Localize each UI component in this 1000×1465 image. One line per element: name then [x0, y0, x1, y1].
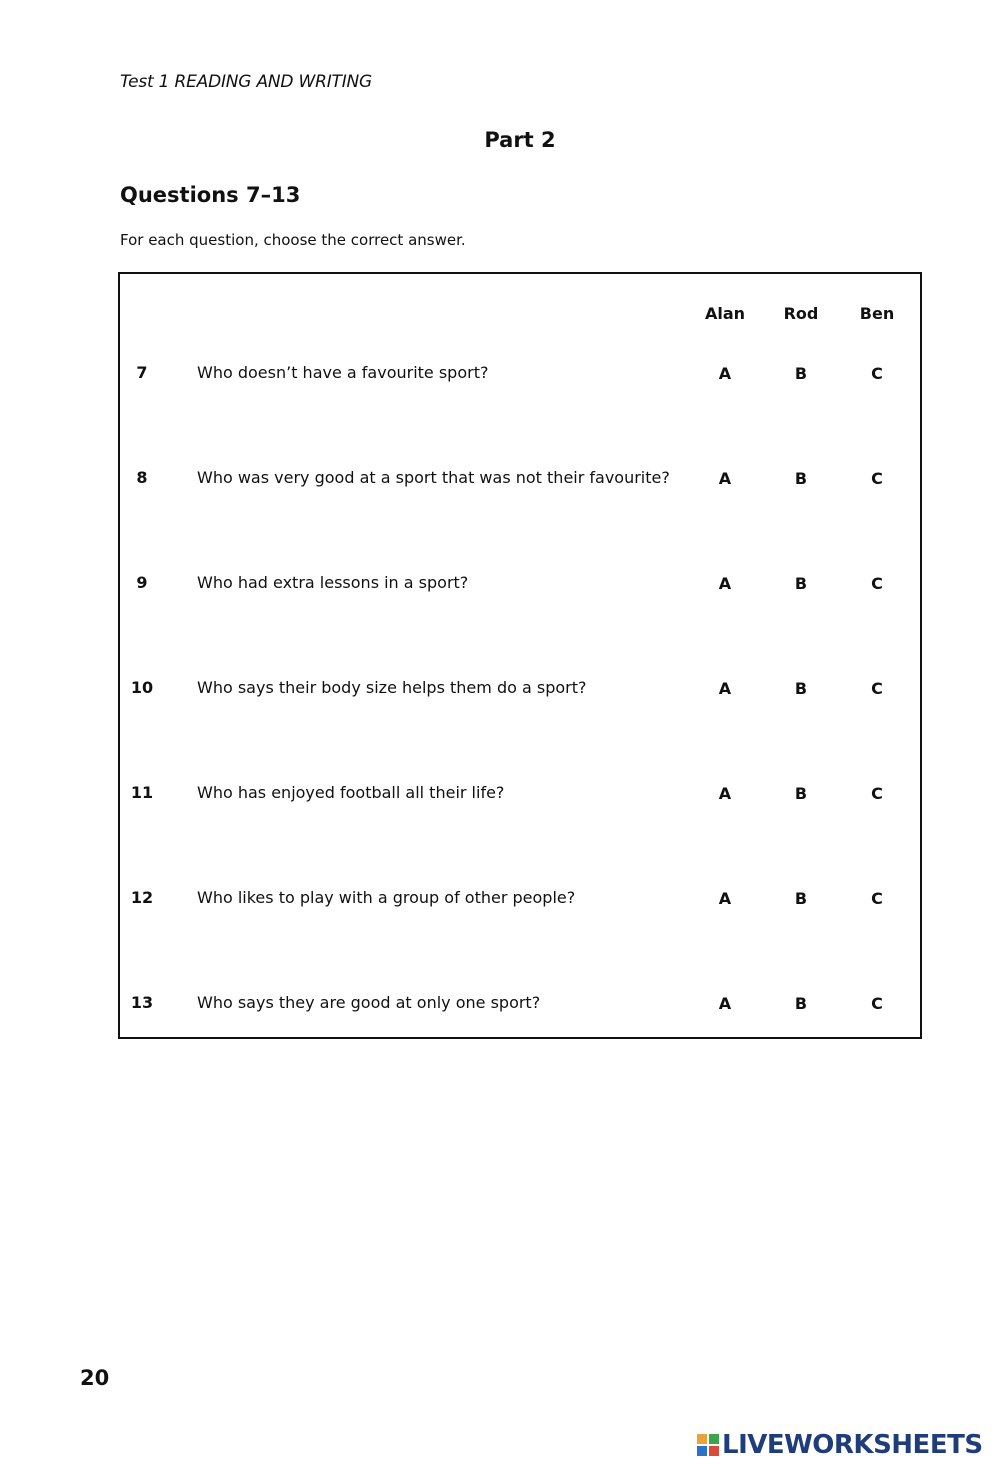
questions-title: Questions 7–13 — [120, 183, 301, 207]
option-c[interactable]: C — [871, 574, 883, 593]
option-b[interactable]: B — [794, 469, 808, 488]
logo-block — [697, 1434, 707, 1444]
question-number: 13 — [130, 993, 154, 1012]
option-b[interactable]: B — [794, 679, 808, 698]
question-row-8 — [120, 468, 920, 492]
option-a[interactable]: A — [718, 994, 732, 1013]
option-c[interactable]: C — [871, 679, 883, 698]
logo-block — [709, 1446, 719, 1456]
watermark-text: LIVEWORKSHEETS — [722, 1430, 983, 1460]
instruction-text: For each question, choose the correct answer. — [120, 231, 466, 249]
option-c[interactable]: C — [871, 889, 883, 908]
question-text: Who says they are good at only one sport? — [197, 993, 541, 1012]
option-c[interactable]: C — [871, 364, 883, 383]
question-text: Who says their body size helps them do a sport? — [197, 678, 587, 697]
option-b[interactable]: B — [794, 574, 808, 593]
option-c[interactable]: C — [871, 994, 883, 1013]
option-c[interactable]: C — [871, 784, 883, 803]
liveworksheets-watermark — [697, 1428, 983, 1462]
question-row-11 — [120, 783, 920, 807]
question-row-10 — [120, 678, 920, 702]
option-a[interactable]: A — [718, 574, 732, 593]
question-text: Who likes to play with a group of other people? — [197, 888, 576, 907]
option-b[interactable]: B — [794, 889, 808, 908]
question-row-9 — [120, 573, 920, 597]
question-row-12 — [120, 888, 920, 912]
question-text: Who was very good at a sport that was not their favourite? — [197, 468, 670, 487]
option-a[interactable]: A — [718, 679, 732, 698]
option-b[interactable]: B — [794, 994, 808, 1013]
question-text: Who doesn’t have a favourite sport? — [197, 363, 489, 382]
question-number: 8 — [136, 468, 148, 487]
option-b[interactable]: B — [794, 784, 808, 803]
option-c[interactable]: C — [871, 469, 883, 488]
question-text: Who had extra lessons in a sport? — [197, 573, 469, 592]
option-a[interactable]: A — [718, 364, 732, 383]
liveworksheets-logo-icon — [697, 1434, 719, 1456]
logo-block — [697, 1446, 707, 1456]
question-number: 11 — [130, 783, 154, 802]
logo-block — [709, 1434, 719, 1444]
column-header-ben: Ben — [859, 304, 895, 323]
option-a[interactable]: A — [718, 784, 732, 803]
column-header-alan: Alan — [704, 304, 746, 323]
question-text: Who has enjoyed football all their life? — [197, 783, 505, 802]
option-b[interactable]: B — [794, 364, 808, 383]
page-number: 20 — [80, 1366, 110, 1390]
part-title: Part 2 — [484, 128, 556, 152]
question-number: 7 — [136, 363, 148, 382]
question-number: 9 — [136, 573, 148, 592]
question-table — [118, 272, 922, 1039]
option-a[interactable]: A — [718, 469, 732, 488]
column-header-rod: Rod — [783, 304, 819, 323]
question-row-7 — [120, 363, 920, 387]
question-row-13 — [120, 993, 920, 1017]
question-number: 12 — [130, 888, 154, 907]
running-header: Test 1 READING AND WRITING — [120, 72, 373, 92]
question-number: 10 — [130, 678, 154, 697]
option-a[interactable]: A — [718, 889, 732, 908]
